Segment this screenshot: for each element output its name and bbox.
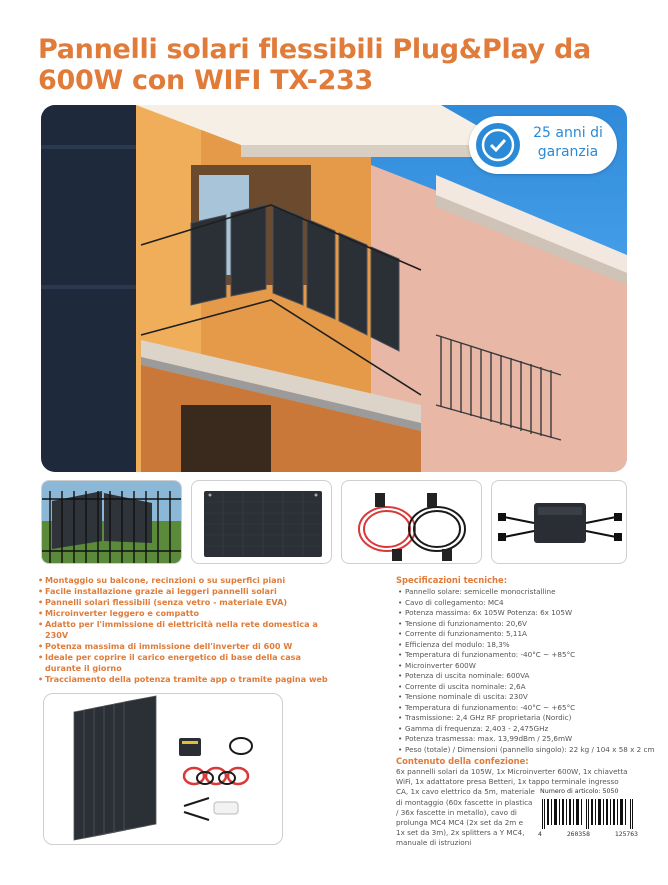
spec-item: • Potenza di uscita nominale: 600VA xyxy=(398,671,648,682)
spec-item: • Tensione nominale di uscita: 230V xyxy=(398,692,648,703)
solar-panel-photo xyxy=(192,481,332,564)
contents-line: manuale di istruzioni xyxy=(396,838,472,848)
warranty-badge xyxy=(469,116,617,174)
contents-line: / 36x fascette in metallo), cavo di xyxy=(396,807,517,817)
spec-item: • Gamma di frequenza: 2,403 - 2,475GHz xyxy=(398,724,648,735)
feature-item: • Facile installazione grazie ai leggeri pannelli solari xyxy=(38,586,338,597)
feature-list xyxy=(38,575,338,685)
barcode xyxy=(540,799,636,829)
microinverter-photo xyxy=(492,481,627,564)
spec-item: • Temperatura di funzionamento: -40°C ~ +85°C xyxy=(398,650,648,661)
spec-item: • Pannello solare: semicelle monocristalline xyxy=(398,587,648,598)
contents-line: WiFi, 1x adattatore presa Betteri, 1x tappo terminale ingresso xyxy=(396,777,619,787)
contents-heading: Contenuto della confezione: xyxy=(396,756,529,766)
spec-item: • Microinverter 600W xyxy=(398,661,648,672)
contents-line: di montaggio (60x fascette in plastica xyxy=(396,797,533,807)
specs-list xyxy=(398,587,655,755)
thumbnail-microinverter xyxy=(491,480,627,564)
article-number: Numero di articolo: 5050 xyxy=(540,788,619,795)
contents-line: prolunga MC4 MC4 (2x set da 2m e xyxy=(396,818,523,828)
thumbnail-cables xyxy=(341,480,482,564)
warranty-text: 25 anni di garanzia xyxy=(533,125,603,160)
cables-photo xyxy=(342,481,482,564)
spec-item: • Corrente di uscita nominale: 2,6A xyxy=(398,682,648,693)
ean-part: 260358 xyxy=(566,830,590,838)
spec-item: • Temperatura di funzionamento: -40°C ~ +65°C xyxy=(398,703,648,714)
contents-line: CA, 1x cavo elettrico da 5m, materiale xyxy=(396,787,535,797)
page-title: Pannelli solari flessibili Plug&Play da 600W con WIFI TX-233 xyxy=(38,34,591,96)
feature-item: • Pannelli solari flessibili (senza vetro - materiale EVA) xyxy=(38,597,338,608)
contents-line: 1x set da 3m), 2x splitters a Y MC4, xyxy=(396,828,525,838)
thumbnail-solar-panel xyxy=(191,480,332,564)
specs-heading: Specificazioni tecniche: xyxy=(396,575,508,585)
ean-part: 125763 xyxy=(614,830,638,838)
spec-item: • Corrente di funzionamento: 5,11A xyxy=(398,629,648,640)
feature-item: • Montaggio su balcone, recinzioni o su superfici piani xyxy=(38,575,338,586)
feature-item: • Adatto per l'immissione di elettricità nella rete domestica a 230V xyxy=(38,619,338,641)
package-contents-photo xyxy=(43,693,283,845)
spec-item: • Trasmissione: 2,4 GHz RF proprietaria (Nordic) xyxy=(398,713,648,724)
feature-item: • Microinverter leggero e compatto xyxy=(38,608,338,619)
spec-item: • Tensione di funzionamento: 20,6V xyxy=(398,619,648,630)
ean-digits xyxy=(538,830,638,838)
ean-part: 4 xyxy=(538,830,542,838)
thumbnail-fence-panels xyxy=(41,480,182,564)
feature-item: • Potenza massima di immissione dell'inverter di 600 W xyxy=(38,641,338,652)
spec-item: • Cavo di collegamento: MC4 xyxy=(398,598,648,609)
spec-item: • Efficienza del modulo: 18,3% xyxy=(398,640,648,651)
feature-item: • Ideale per coprire il carico energetico di base della casa durante il giorno xyxy=(38,652,338,674)
feature-item: • Tracciamento della potenza tramite app o tramite pagina web xyxy=(38,674,338,685)
fence-panels-photo xyxy=(42,481,182,564)
contents-line: 6x pannelli solari da 105W, 1x Microinverter 600W, 1x chiavetta xyxy=(396,767,628,776)
checkmark-seal-icon xyxy=(473,120,523,170)
kit-illustration xyxy=(44,694,283,845)
spec-item: • Peso (totale) / Dimensioni (pannello singolo): 22 kg / 104 x 58 x 2 cm xyxy=(398,745,648,756)
spec-item: • Potenza massima: 6x 105W Potenza: 6x 105W xyxy=(398,608,648,619)
spec-item: • Potenza trasmessa: max. 13,99dBm / 25,6mW xyxy=(398,734,648,745)
